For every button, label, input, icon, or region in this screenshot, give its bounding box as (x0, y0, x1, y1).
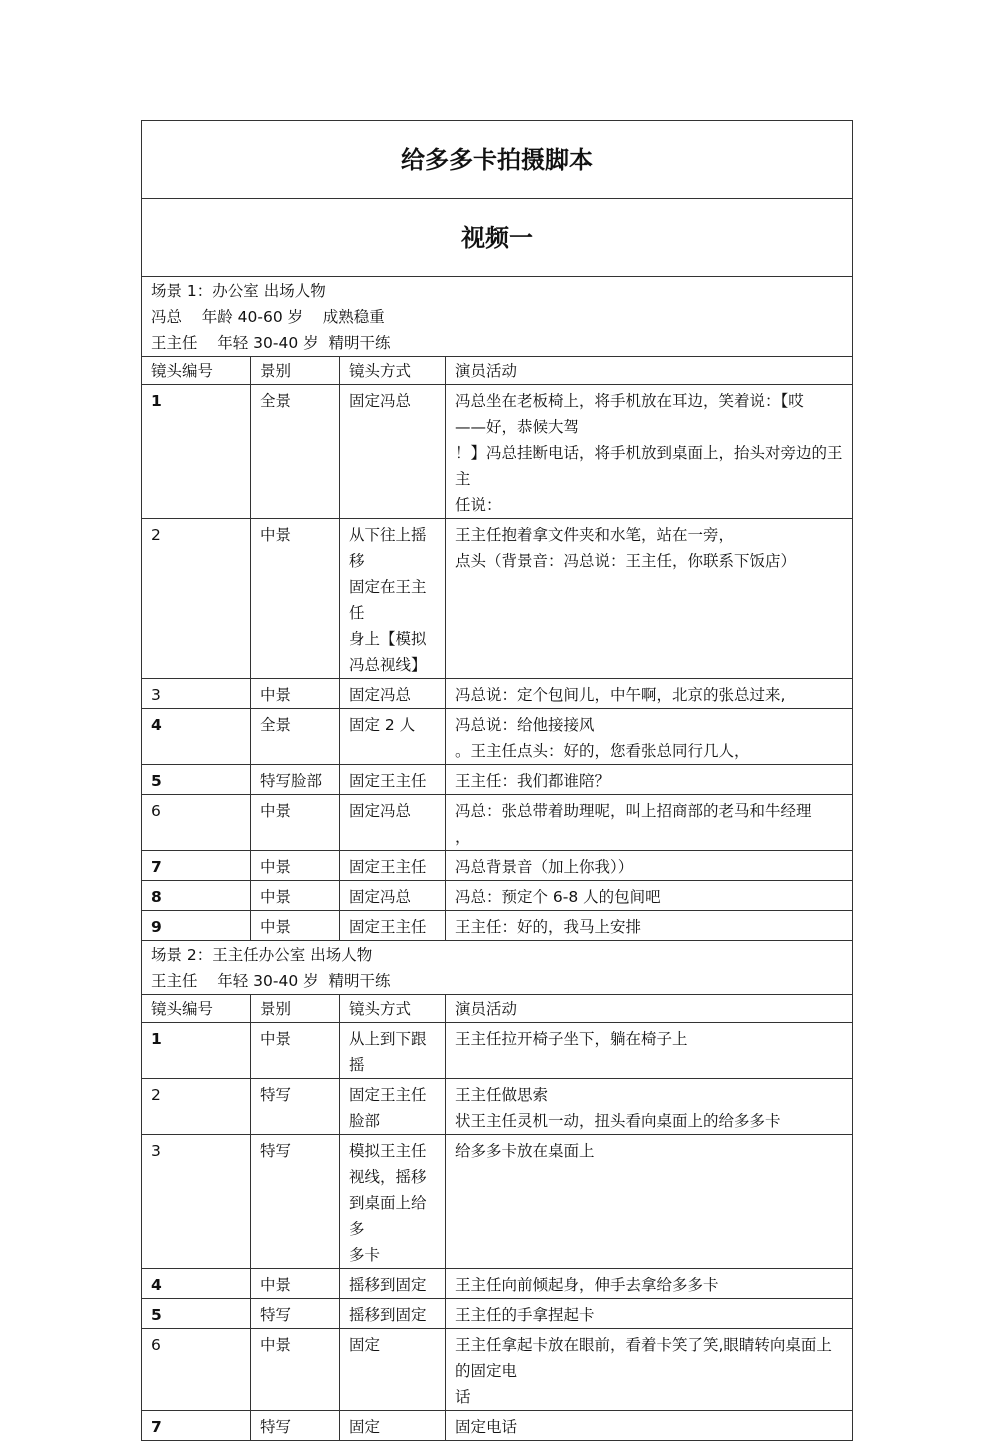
camera-method: 模拟王主任 视线，摇移 到桌面上给多 多卡 (340, 1135, 446, 1269)
actor-activity-header: 演员活动 (446, 995, 853, 1023)
actor-activity: 王主任做思索 状王主任灵机一动，扭头看向桌面上的给多多卡 (446, 1079, 853, 1135)
actor-activity: 冯总背景音（加上你我）） (446, 851, 853, 881)
shot-number: 5 (142, 765, 251, 795)
shot-size: 中景 (251, 881, 340, 911)
actor-activity: 冯总说：给他接接风 。王主任点头：好的，您看张总同行几人， (446, 709, 853, 765)
video-subtitle: 视频一 (142, 199, 853, 277)
actor-activity: 王主任抱着拿文件夹和水笔，站在一旁， 点头（背景音：冯总说：王主任，你联系下饭店） (446, 519, 853, 679)
shot-size: 特写脸部 (251, 765, 340, 795)
shot-number: 2 (142, 1079, 251, 1135)
actor-activity: 王主任：好的，我马上安排 (446, 911, 853, 941)
shot-size: 中景 (251, 1329, 340, 1411)
shot-number: 1 (142, 1023, 251, 1079)
subtitle-row (142, 199, 853, 277)
script-table-body (142, 121, 853, 1441)
camera-method: 固定 2 人 (340, 709, 446, 765)
actor-activity: 王主任向前倾起身，伸手去拿给多多卡 (446, 1269, 853, 1299)
shot-number: 3 (142, 1135, 251, 1269)
shot-number-header: 镜头编号 (142, 357, 251, 385)
camera-method-header: 镜头方式 (340, 357, 446, 385)
shot-number: 4 (142, 709, 251, 765)
shot-row (142, 1329, 853, 1411)
shot-size: 中景 (251, 795, 340, 851)
camera-method: 摇移到固定 (340, 1269, 446, 1299)
actor-activity: 冯总：张总带着助理呢，叫上招商部的老马和牛经理 ， (446, 795, 853, 851)
shot-number: 9 (142, 911, 251, 941)
shot-size-header: 景别 (251, 357, 340, 385)
shot-size: 全景 (251, 385, 340, 519)
camera-method: 固定 (340, 1329, 446, 1411)
shot-size: 全景 (251, 709, 340, 765)
actor-activity: 王主任的手拿捏起卡 (446, 1299, 853, 1329)
actor-activity: 王主任：我们都谁陪？ (446, 765, 853, 795)
shot-number: 3 (142, 679, 251, 709)
shot-size: 特写 (251, 1135, 340, 1269)
shot-size-header: 景别 (251, 995, 340, 1023)
shot-size: 中景 (251, 679, 340, 709)
shot-row (142, 385, 853, 519)
title-row (142, 121, 853, 199)
shot-number: 4 (142, 1269, 251, 1299)
shot-number: 7 (142, 1411, 251, 1441)
camera-method: 固定冯总 (340, 679, 446, 709)
shot-size: 中景 (251, 1023, 340, 1079)
actor-activity: 给多多卡放在桌面上 (446, 1135, 853, 1269)
shot-row (142, 1299, 853, 1329)
shot-row (142, 1269, 853, 1299)
camera-method: 从下往上摇移 固定在王主任 身上【模拟 冯总视线】 (340, 519, 446, 679)
camera-method: 固定 (340, 1411, 446, 1441)
shot-size: 中景 (251, 851, 340, 881)
shot-size: 中景 (251, 911, 340, 941)
actor-activity: 固定电话 (446, 1411, 853, 1441)
shot-number: 8 (142, 881, 251, 911)
column-header-row (142, 995, 853, 1023)
camera-method-header: 镜头方式 (340, 995, 446, 1023)
scene-character: 王主任 年轻 30-40 岁 精明干练 (151, 334, 391, 352)
shot-row (142, 709, 853, 765)
actor-activity: 冯总：预定个 6-8 人的包间吧 (446, 881, 853, 911)
camera-method: 固定冯总 (340, 881, 446, 911)
shot-size: 特写 (251, 1299, 340, 1329)
shot-number: 7 (142, 851, 251, 881)
actor-activity-header: 演员活动 (446, 357, 853, 385)
scene-info (142, 277, 853, 357)
shot-row (142, 1135, 853, 1269)
camera-method: 从上到下跟 摇 (340, 1023, 446, 1079)
scene-info (142, 941, 853, 995)
scene-character: 王主任 年轻 30-40 岁 精明干练 (151, 972, 391, 990)
shot-row (142, 881, 853, 911)
camera-method: 固定王主任 (340, 911, 446, 941)
shot-row (142, 679, 853, 709)
shot-number: 5 (142, 1299, 251, 1329)
actor-activity: 王主任拿起卡放在眼前，看着卡笑了笑,眼睛转向桌面上的固定电 话 (446, 1329, 853, 1411)
scene-header-row (142, 277, 853, 357)
camera-method: 固定冯总 (340, 795, 446, 851)
shot-number: 2 (142, 519, 251, 679)
shot-number: 6 (142, 1329, 251, 1411)
camera-method: 固定冯总 (340, 385, 446, 519)
column-header-row (142, 357, 853, 385)
document-title: 给多多卡拍摄脚本 (142, 121, 853, 199)
actor-activity: 冯总坐在老板椅上，将手机放在耳边，笑着说：【哎 ——好，恭候大驾 ！】冯总挂断电话，将手机放到桌面上，抬头对旁边的王主 任说： (446, 385, 853, 519)
camera-method: 固定王主任 脸部 (340, 1079, 446, 1135)
shot-row (142, 851, 853, 881)
shot-number: 6 (142, 795, 251, 851)
shot-row (142, 765, 853, 795)
scene-header-row (142, 941, 853, 995)
shot-row (142, 911, 853, 941)
shot-row (142, 1411, 853, 1441)
shot-size: 特写 (251, 1411, 340, 1441)
scene-character: 冯总 年龄 40-60 岁 成熟稳重 (151, 308, 385, 326)
shot-number: 1 (142, 385, 251, 519)
actor-activity: 王主任拉开椅子坐下，躺在椅子上 (446, 1023, 853, 1079)
camera-method: 固定王主任 (340, 765, 446, 795)
shot-row (142, 1023, 853, 1079)
actor-activity: 冯总说：定个包间儿，中午啊，北京的张总过来, (446, 679, 853, 709)
camera-method: 固定王主任 (340, 851, 446, 881)
shooting-script-table (141, 120, 853, 1441)
shot-row (142, 1079, 853, 1135)
scene-title: 场景 2：王主任办公室 出场人物 (151, 946, 373, 964)
shot-number-header: 镜头编号 (142, 995, 251, 1023)
shot-size: 中景 (251, 519, 340, 679)
shot-row (142, 795, 853, 851)
camera-method: 摇移到固定 (340, 1299, 446, 1329)
shot-size: 中景 (251, 1269, 340, 1299)
shot-size: 特写 (251, 1079, 340, 1135)
shot-row (142, 519, 853, 679)
scene-title: 场景 1：办公室 出场人物 (151, 282, 326, 300)
